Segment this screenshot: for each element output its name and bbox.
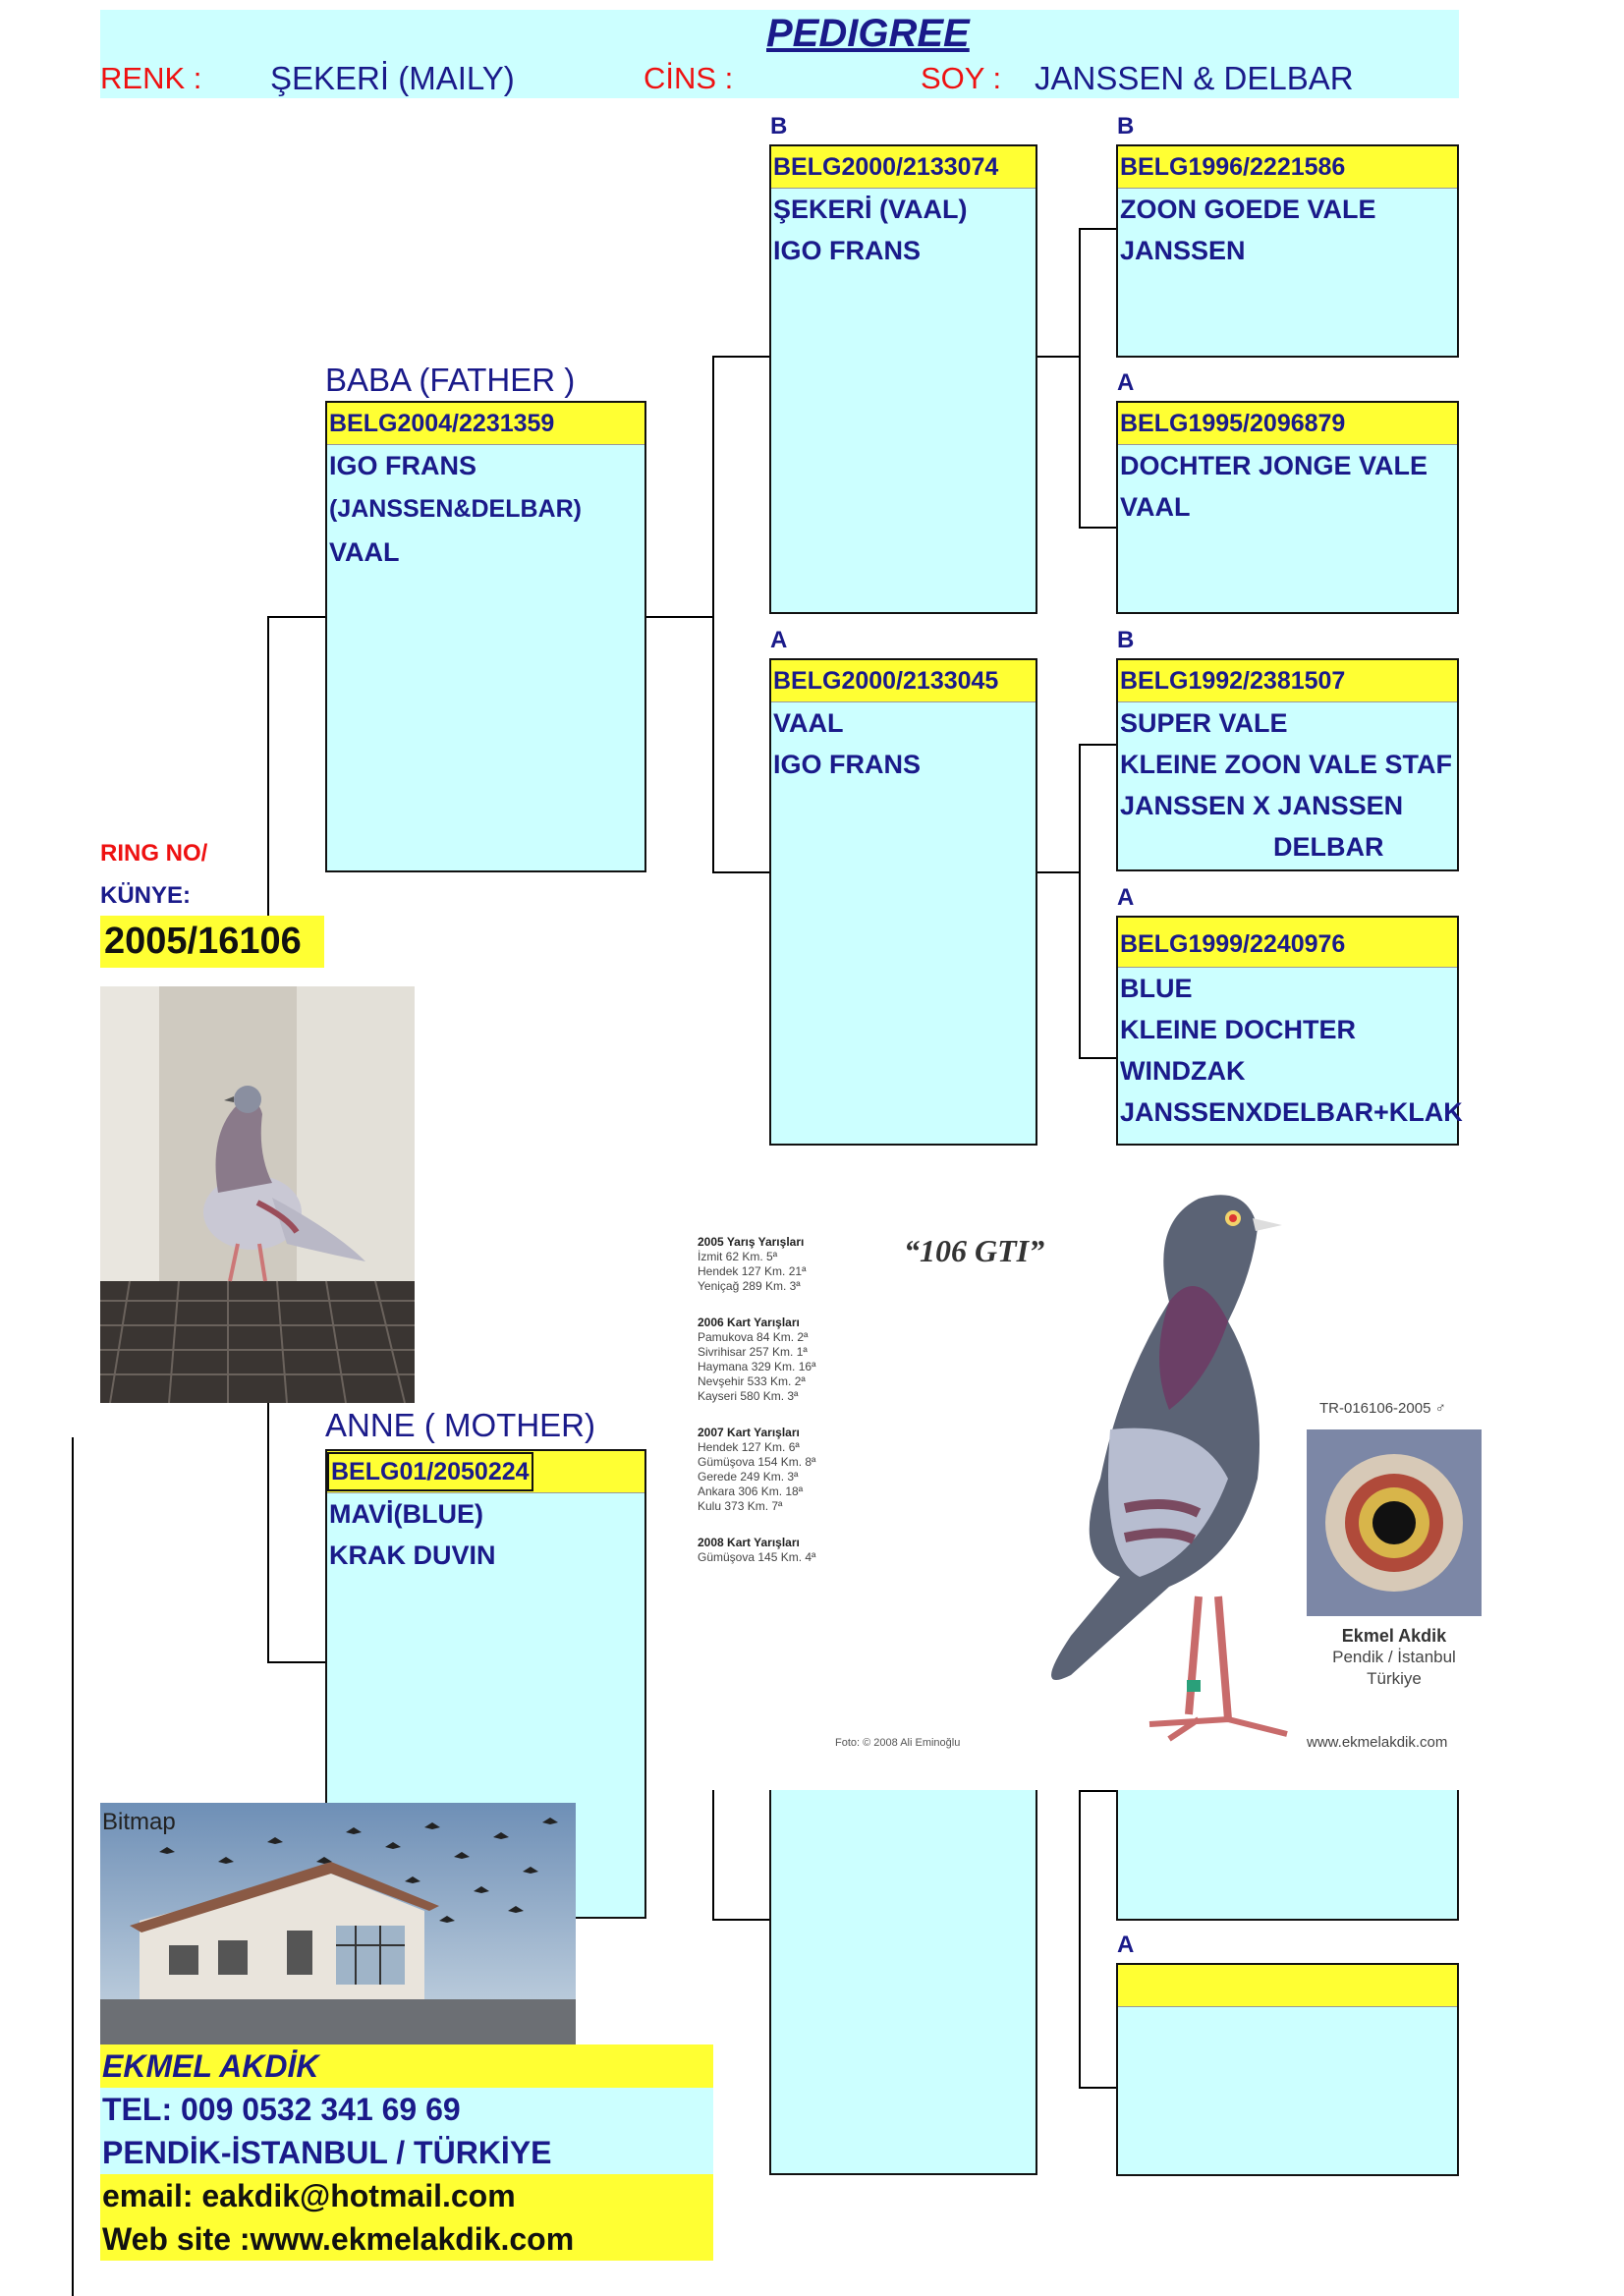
granddam-ring: BELG2000/2133045 [771,660,1036,702]
soy-label: SOY : [921,61,1002,95]
ring-tag: TR-016106-2005 ♂ [1319,1400,1446,1417]
race-row: Ankara 306 Km. 18ª [698,1484,804,1498]
mother-ring-text: BELG01/2050224 [327,1452,533,1491]
margin-line [72,1437,74,2296]
great-granddam-1-line-1: DOCHTER JONGE VALE [1120,451,1428,480]
kunye-label: KÜNYE: [100,882,192,909]
race-row: Haymana 329 Km. 16ª [698,1360,816,1373]
grandsire-line-1: ŞEKERİ (VAAL) [773,195,968,224]
grandsire-line-2: IGO FRANS [773,236,922,265]
connector [267,1661,325,1663]
connector [712,871,769,873]
race-row: Yeniçağ 289 Km. 3ª [698,1279,801,1293]
race-row: Nevşehir 533 Km. 2ª [698,1374,806,1388]
maternal-great-granddam-box [1116,1963,1459,2176]
photo-credit: Foto: © 2008 Ali Eminoğlu [835,1737,961,1749]
pigeon-illustration [874,1184,1326,1773]
race-poster [678,1184,1493,1773]
renk-label: RENK : [100,61,202,95]
connector [712,356,769,358]
great-granddam-2-line-3: WINDZAK [1120,1056,1246,1086]
bitmap-label: Bitmap [102,1809,176,1835]
great-grandsire-2-line-4: DELBAR [1273,832,1384,862]
fmm-tag: A [1117,884,1135,911]
great-granddam-2-line-1: BLUE [1120,974,1193,1003]
race-row: Hendek 127 Km. 21ª [698,1264,807,1278]
fff-tag: B [1117,113,1135,140]
mother-line-1: MAVİ(BLUE) [329,1499,483,1529]
father-line-3: VAAL [329,537,400,567]
eye-closeup [1307,1429,1482,1616]
granddam-box [769,658,1037,1146]
race-heading: 2008 Kart Yarışları [698,1536,800,1549]
connector [1079,744,1081,1058]
connector [267,1402,269,1662]
connector [1037,356,1081,358]
connector [267,616,325,618]
connector [712,356,714,872]
fmf-tag: B [1117,627,1135,653]
poster-title: “106 GTI” [904,1233,1045,1268]
race-heading: 2006 Kart Yarışları [698,1316,800,1329]
great-grandsire-2-ring: BELG1992/2381507 [1118,660,1457,702]
connector [1037,871,1081,873]
connector [1079,1790,1081,2087]
race-row: Sivrihisar 257 Km. 1ª [698,1345,808,1359]
fm-tag: A [770,627,788,653]
connector [1079,2087,1116,2089]
connector [1079,744,1116,746]
cins-label: CİNS : [644,61,734,95]
connector [712,1919,769,1921]
father-box [325,401,646,872]
connector [1079,228,1081,528]
renk-value: ŞEKERİ (MAILY) [270,60,515,96]
race-row: Gümüşova 145 Km. 4ª [698,1550,816,1564]
great-grandsire-1-box [1116,144,1459,358]
great-granddam-2-line-2: KLEINE DOCHTER [1120,1015,1357,1044]
owner-country: Türkiye [1367,1669,1422,1688]
great-granddam-1-box [1116,401,1459,614]
poster-website: www.ekmelakdik.com [1307,1734,1448,1751]
subject-ring-number: 2005/16106 [100,916,324,968]
great-grandsire-1-line-1: ZOON GOEDE VALE [1120,195,1376,224]
maternal-grandparent-box [769,1790,1037,2175]
contact-name: EKMEL AKDİK [100,2044,713,2088]
great-granddam-1-ring: BELG1995/2096879 [1118,403,1457,445]
ring-no-label: RING NO/ [100,840,208,867]
granddam-line-1: VAAL [773,708,844,738]
race-results [698,1235,894,1565]
page-title: PEDIGREE [766,12,970,55]
father-title: BABA (FATHER ) [325,362,576,398]
pigeon-photo [100,986,415,1403]
great-grandsire-2-line-2: KLEINE ZOON VALE STAF [1120,750,1453,779]
great-grandsire-2-line-3: JANSSEN X JANSSEN [1120,791,1404,820]
mother-ring [327,1451,644,1493]
race-row: Hendek 127 Km. 6ª [698,1440,800,1454]
great-grandsire-1-ring: BELG1996/2221586 [1118,146,1457,189]
contact-location: PENDİK-İSTANBUL / TÜRKİYE [100,2131,713,2174]
race-row: Kayseri 580 Km. 3ª [698,1389,799,1403]
owner-name: Ekmel Akdik [1341,1626,1447,1646]
father-line-1: IGO FRANS [329,451,477,480]
loft-photo [100,1803,576,2044]
contact-phone: TEL: 009 0532 341 69 69 [100,2088,713,2131]
connector [267,616,269,919]
ff-tag: B [770,113,788,140]
ffm-tag: A [1117,369,1135,396]
owner-city: Pendik / İstanbul [1332,1648,1456,1666]
grandsire-box [769,144,1037,614]
race-heading: 2007 Kart Yarışları [698,1426,800,1439]
great-grandsire-2-line-1: SUPER VALE [1120,708,1288,738]
mother-line-2: KRAK DUVIN [329,1540,496,1570]
connector [646,616,713,618]
connector [1079,527,1116,529]
soy-value: JANSSEN & DELBAR [1035,60,1354,96]
race-row: Kulu 373 Km. 7ª [698,1499,783,1513]
great-grandsire-2-box [1116,658,1459,871]
contact-email[interactable]: email: eakdik@hotmail.com [100,2174,713,2217]
great-grandsire-1-line-2: JANSSEN [1120,236,1246,265]
great-granddam-1-line-2: VAAL [1120,492,1191,522]
father-line-2: (JANSSEN&DELBAR) [329,495,582,523]
connector [1079,1057,1116,1059]
maternal-great-grandsire-box [1116,1790,1459,1921]
mother-title: ANNE ( MOTHER) [325,1407,595,1443]
race-heading: 2005 Yarış Yarışları [698,1235,805,1249]
great-granddam-2-ring: BELG1999/2240976 [1118,918,1457,968]
connector [1079,1790,1116,1792]
race-row: İzmit 62 Km. 5ª [698,1250,778,1263]
race-row: Pamukova 84 Km. 2ª [698,1330,809,1344]
race-row: Gerede 249 Km. 3ª [698,1470,799,1484]
great-granddam-2-box [1116,916,1463,1146]
great-granddam-2-line-4: JANSSENXDELBAR+KLAK [1120,1097,1463,1127]
race-row: Gümüşova 154 Km. 8ª [698,1455,816,1469]
connector [1079,228,1116,230]
granddam-line-2: IGO FRANS [773,750,922,779]
father-ring: BELG2004/2231359 [327,403,644,445]
maternal-great-granddam-ring [1118,1965,1457,2007]
connector [712,1790,714,1920]
mmm-tag: A [1117,1932,1135,1958]
contact-website[interactable]: Web site :www.ekmelakdik.com [100,2217,713,2261]
grandsire-ring: BELG2000/2133074 [771,146,1036,189]
